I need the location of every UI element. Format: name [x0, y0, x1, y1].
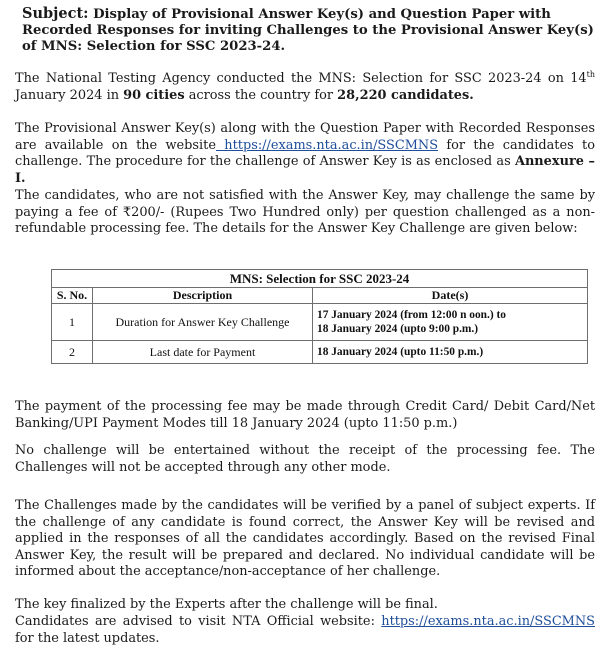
paragraph-exam-conducted	[15, 71, 595, 104]
row-description: Last date for Payment	[93, 341, 313, 364]
para2-text-b: for the candidates to challenge. The procedure for the challenge of Answer Key is as enclosed as	[15, 137, 595, 169]
row-number: 1	[52, 304, 93, 341]
para8-text-a: Candidates are advised to visit NTA Official website:	[15, 614, 382, 629]
para8-text-b: for the latest updates.	[15, 630, 160, 646]
paragraph-no-challenge: No challenge will be entertained without the receipt of the processing fee. The Challenges will not be accepted through any other mode.	[15, 443, 595, 475]
paragraph-final-key: The key finalized by the Experts after the challenge will be final.	[15, 597, 438, 612]
header-dates: Date(s)	[313, 288, 588, 304]
table-header-row	[52, 288, 588, 304]
para1-ordinal: th	[586, 70, 595, 79]
table-title: MNS: Selection for SSC 2023-24	[52, 270, 588, 288]
para1-text-a: The National Testing Agency conducted the MNS: Selection for SSC 2023-24 on 14	[15, 71, 587, 86]
paragraph-payment-modes: The payment of the processing fee may be made through Credit Card/ Debit Card/Net Banking/UPI Payment Modes till 18 January 2024 (upto 11:50 p.m.)	[15, 399, 595, 431]
annexure-label: Annexure – I.	[15, 154, 595, 186]
table-title-row	[52, 270, 588, 288]
row-number: 2	[52, 341, 93, 364]
website-link[interactable]: https://exams.nta.ac.in/SSCMNS	[215, 137, 439, 153]
paragraph-challenge-fee: The candidates, who are not satisfied with the Answer Key, may challenge the same by paying a fee of ₹200/- (Rupees Two Hundred only) per question challenged as a non-refundable processing fee. The details for the Answer Key Challenge are given below:	[15, 188, 595, 236]
candidates-count: 28,220 candidates.	[337, 87, 474, 103]
table-row	[52, 304, 588, 341]
paragraph-verification: The Challenges made by the candidates will be verified by a panel of subject experts. If the challenge of any candidate is found correct, the Answer Key will be revised and applied in the responses of all the candidates accordingly. Based on the revised Final Answer Key, the result will be prepared and declared. No individual candidate will be informed about the acceptance/non-acceptance of her challenge.	[15, 498, 595, 579]
row-date-line: 17 January 2024 (from 12:00 n oon.) to	[317, 309, 506, 321]
para1-text-c: across the country for	[184, 87, 338, 103]
header-description: Description	[93, 288, 313, 304]
para2-text-a: The Provisional Answer Key(s) along with the Question Paper with Recorded Responses are available on the website	[15, 121, 595, 153]
row-date-line: 18 January 2024 (upto 11:50 p.m.)	[317, 346, 484, 358]
cities-count: 90 cities	[123, 87, 185, 103]
row-dates	[313, 304, 588, 341]
para1-text-b: January 2024 in	[15, 87, 124, 103]
answer-key-schedule-table	[51, 269, 588, 364]
table-row	[52, 341, 588, 364]
header-sno: S. No.	[52, 288, 93, 304]
official-website-link[interactable]: https://exams.nta.ac.in/SSCMNS	[381, 614, 595, 629]
paragraph-answer-key-available	[15, 121, 595, 187]
subject-lead: Subject:	[22, 5, 89, 22]
row-date-line: 18 January 2024 (upto 9:00 p.m.)	[317, 323, 479, 335]
subject-heading	[22, 6, 600, 55]
subject-text: Display of Provisional Answer Key(s) and Question Paper with Recorded Responses for inviting Challenges to the Provisional Answer Key(s) of MNS: Selection for SSC 2023-24.	[22, 7, 594, 54]
paragraph-updates	[15, 614, 595, 647]
row-description: Duration for Answer Key Challenge	[93, 304, 313, 341]
row-dates	[313, 341, 588, 364]
